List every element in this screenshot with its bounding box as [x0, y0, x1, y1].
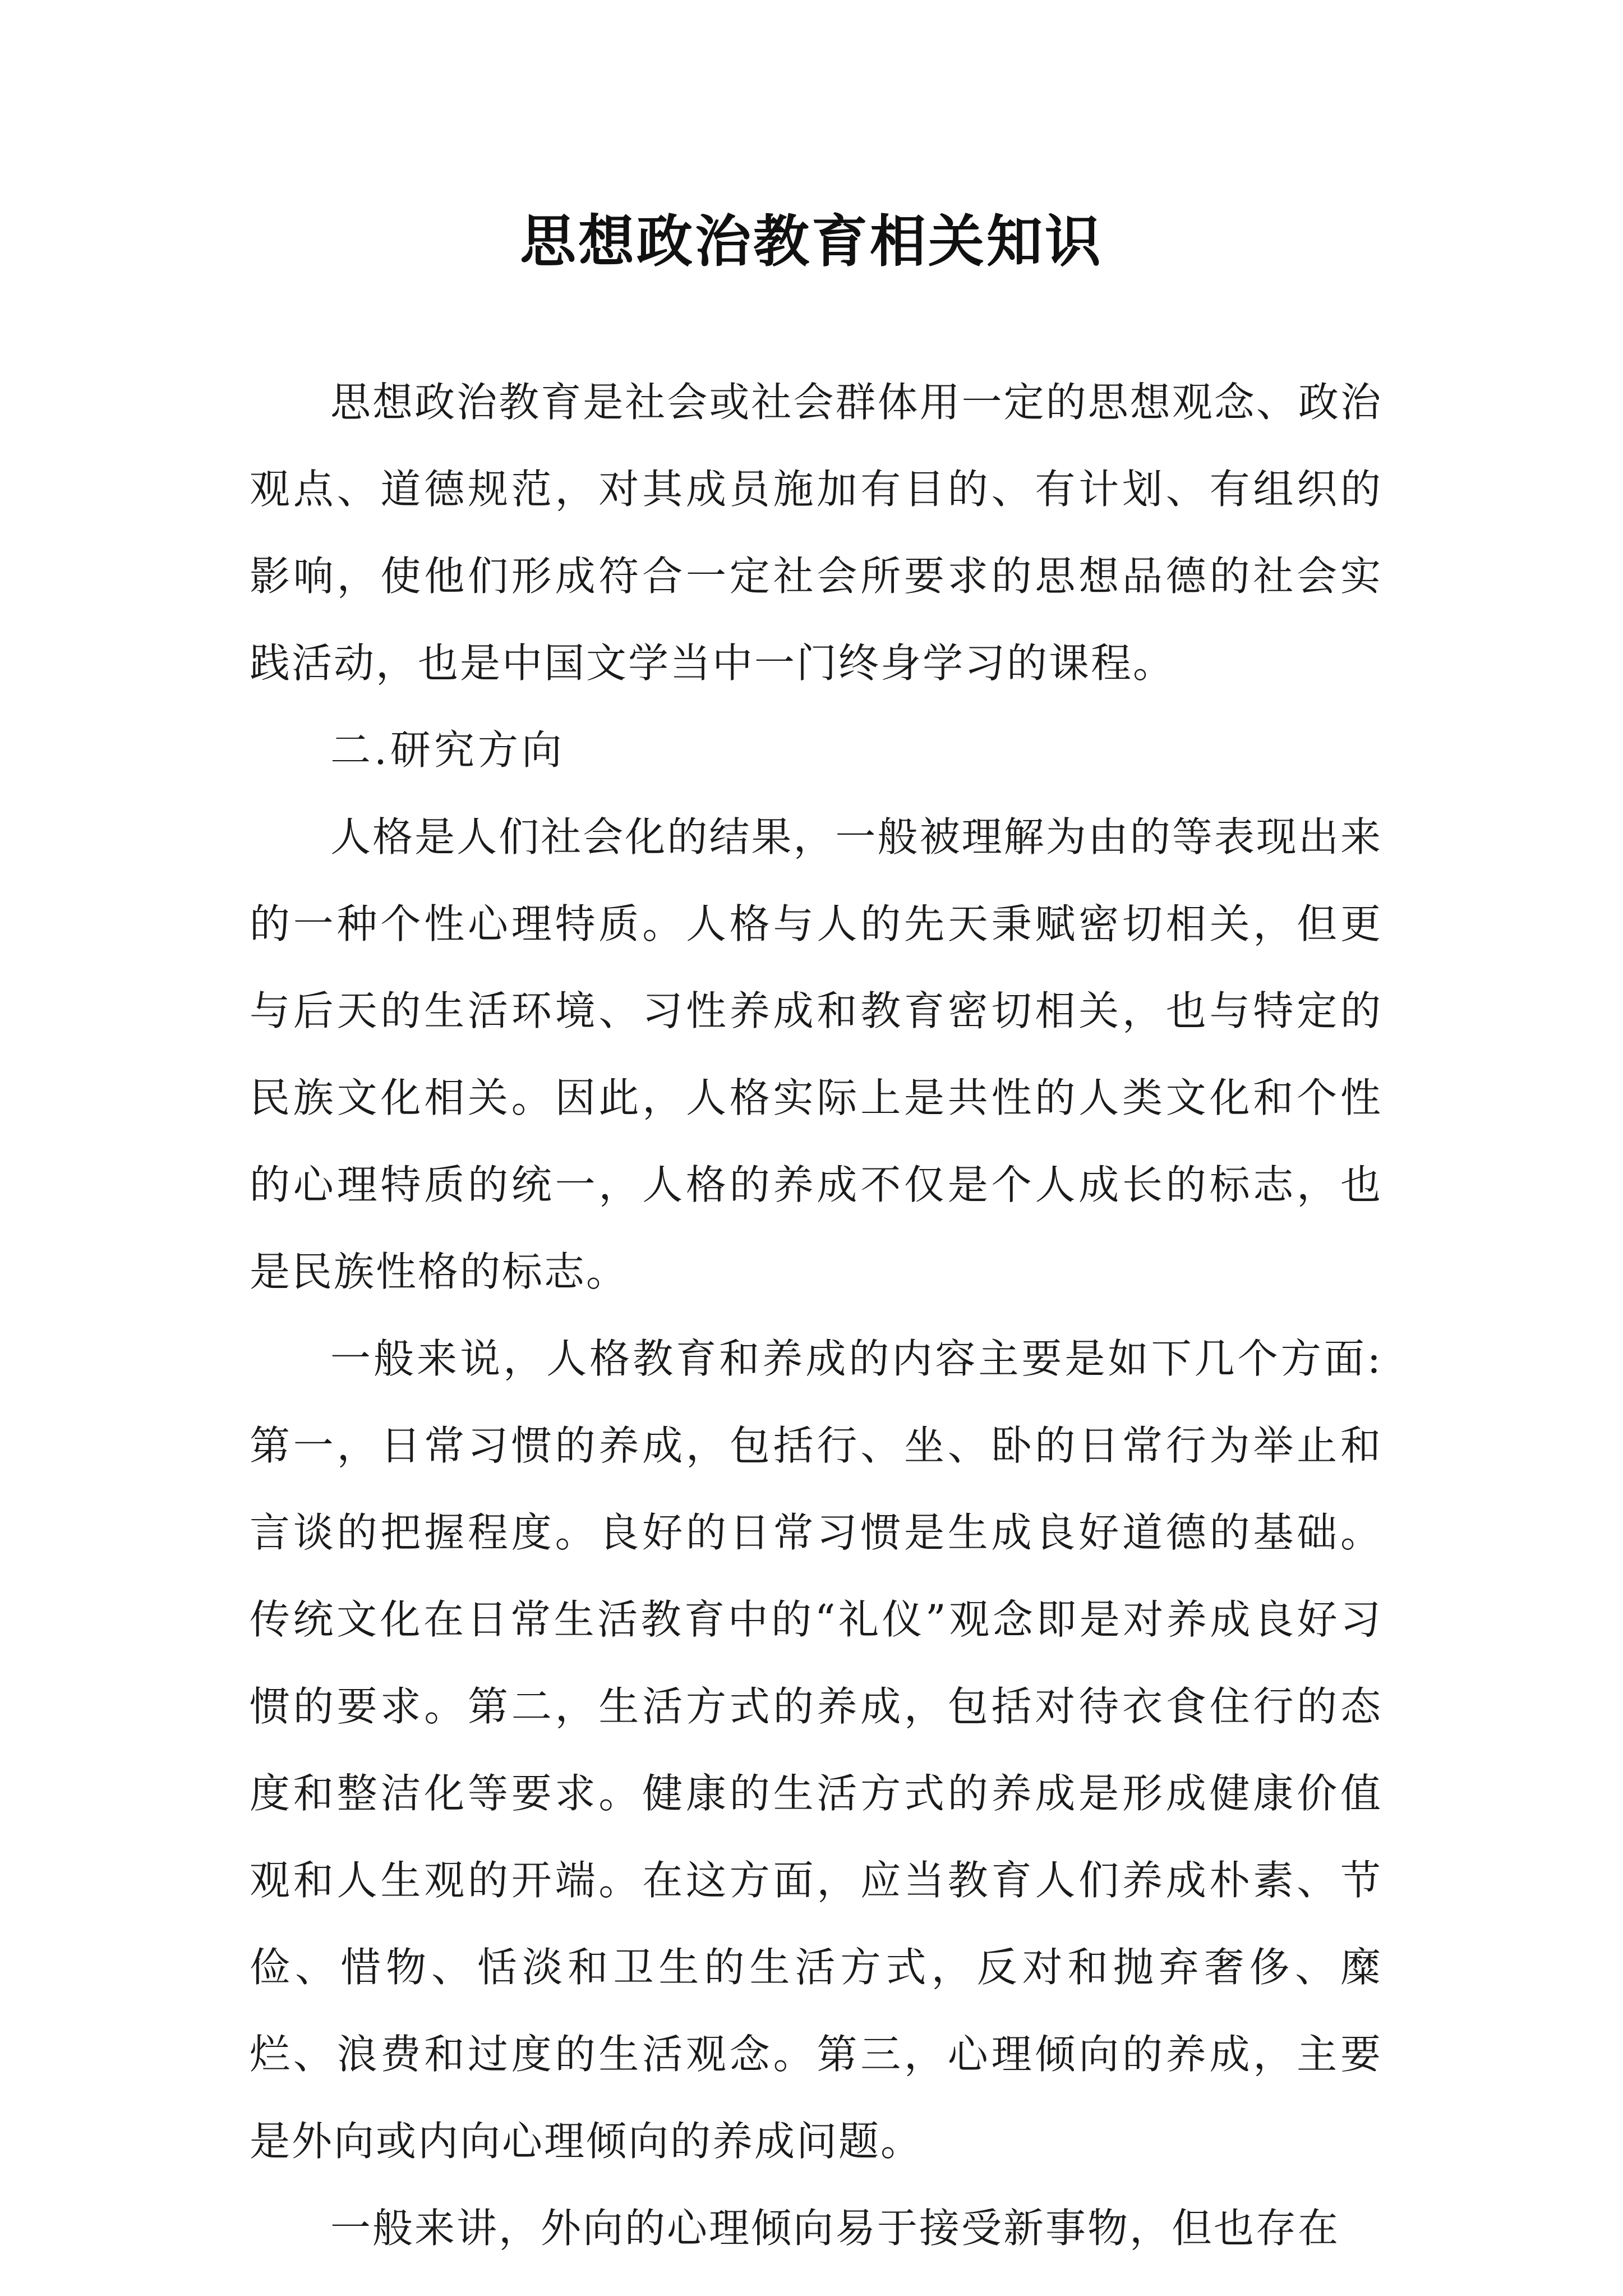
document-body: [250, 359, 1382, 2272]
paragraph-personality: 人格是人们社会化的结果，一般被理解为由的等表现出来的一种个性心理特质。人格与人的先天秉赋密切相关，但更与后天的生活环境、习性养成和教育密切相关，也与特定的民族文化相关。因此，人格实际上是共性的人类文化和个性的心理特质的统一，人格的养成不仅是个人成长的标志，也是民族性格的标志。: [250, 813, 1382, 1295]
document-title: 思想政治教育相关知识: [520, 208, 1103, 274]
paragraph-definition: 思想政治教育是社会或社会群体用一定的思想观念、政治观点、道德规范，对其成员施加有目的、有计划、有组织的影响，使他们形成符合一定社会所要求的思想品德的社会实践活动，也是中国文学当中一门终身学习的课程。: [250, 379, 1382, 687]
paragraph-extroversion: 一般来讲，外向的心理倾向易于接受新事物，但也存在: [330, 2205, 1340, 2252]
section-heading-research-direction: 二.研究方向: [330, 726, 565, 774]
paragraph-personality-education: 一般来说，人格教育和养成的内容主要是如下几个方面:第一，日常习惯的养成，包括行、坐、卧的日常行为举止和言谈的把握程度。良好的日常习惯是生成良好道德的基础。传统文化在日常生活教育中的“礼仪”观念即是对养成良好习惯的要求。第二，生活方式的养成，包括对待衣食住行的态度和整洁化等要求。健康的生活方式的养成是形成健康价值观和人生观的开端。在这方面，应当教育人们养成朴素、节俭、惜物、恬淡和卫生的生活方式，反对和抛弃奢侈、糜烂、浪费和过度的生活观念。第三，心理倾向的养成，主要是外向或内向心理倾向的养成问题。: [250, 1335, 1382, 2165]
